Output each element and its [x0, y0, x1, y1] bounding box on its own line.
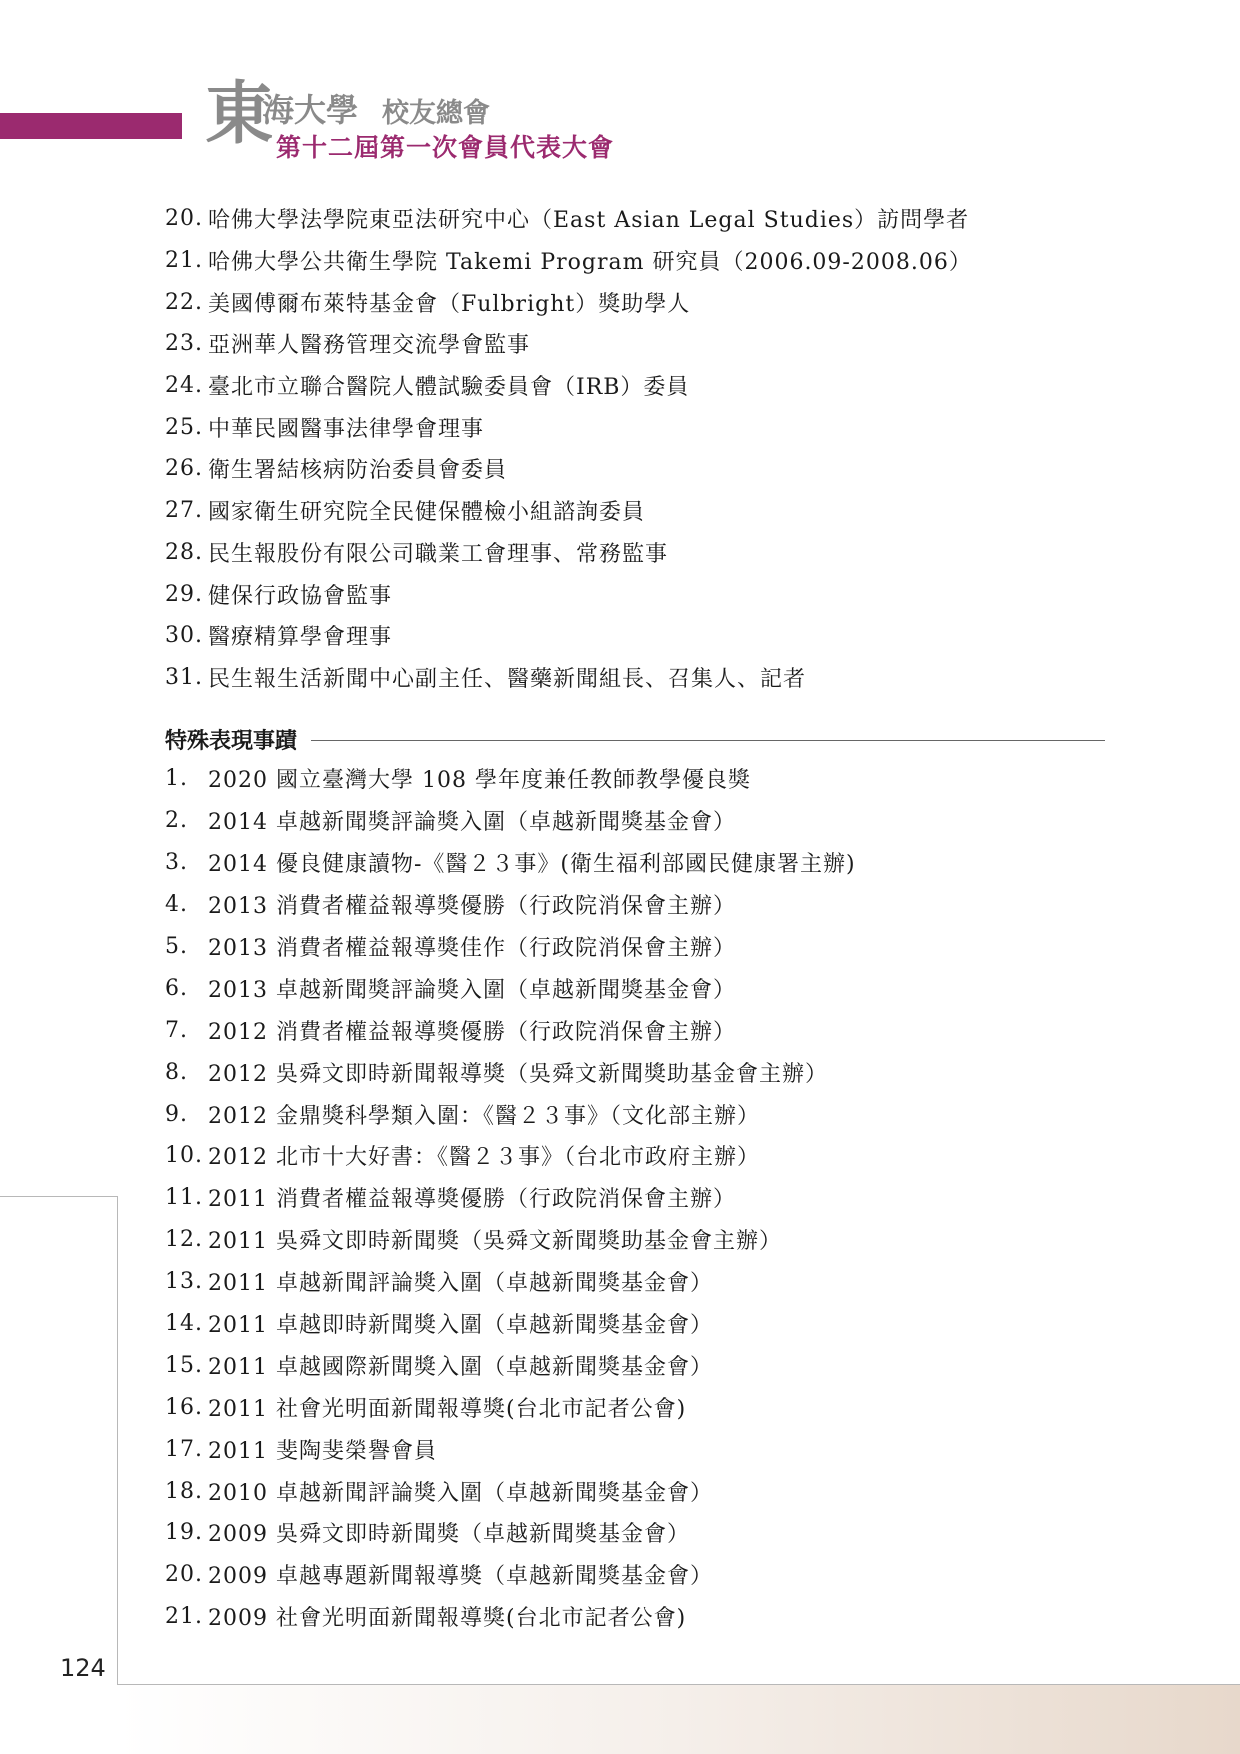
list-item-number: 23.	[165, 331, 203, 357]
list-item	[165, 198, 972, 240]
section-rule	[311, 740, 1105, 741]
list-item-text: 臺北市立聯合醫院人體試驗委員會（IRB）委員	[208, 375, 690, 401]
achievement-list	[165, 758, 856, 1638]
list-item-number: 6.	[165, 975, 188, 1001]
list-item	[165, 884, 856, 926]
list-item-number: 3.	[165, 850, 188, 876]
list-item-number: 21.	[165, 1604, 203, 1630]
list-item	[165, 967, 856, 1009]
list-item-number: 14.	[165, 1311, 203, 1337]
list-item-text: 2011 吳舜文即時新聞獎（吳舜文新聞獎助基金會主辦）	[208, 1229, 782, 1255]
header-subtitle: 第十二屆第一次會員代表大會	[276, 133, 615, 162]
list-item-text: 2013 卓越新聞獎評論獎入圍（卓越新聞獎基金會）	[208, 977, 736, 1003]
list-item-text: 2011 卓越新聞評論獎入圍（卓越新聞獎基金會）	[208, 1271, 713, 1297]
section-title: 特殊表現事蹟	[165, 729, 298, 754]
list-item	[165, 758, 856, 800]
list-item	[165, 657, 972, 699]
list-item	[165, 490, 972, 532]
list-item-number: 10.	[165, 1143, 203, 1169]
list-item-text: 民生報股份有限公司職業工會理事、常務監事	[208, 541, 669, 567]
list-item	[165, 1512, 856, 1554]
list-item-text: 2011 卓越即時新聞獎入圍（卓越新聞獎基金會）	[208, 1313, 713, 1339]
list-item	[165, 1386, 856, 1428]
list-item-text: 2012 北市十大好書：《醫２３事》（台北市政府主辦）	[208, 1145, 760, 1171]
list-item	[165, 1177, 856, 1219]
list-item-number: 2.	[165, 808, 188, 834]
list-item-number: 13.	[165, 1269, 203, 1295]
list-item-text: 衛生署結核病防治委員會委員	[208, 458, 508, 484]
list-item-number: 15.	[165, 1352, 203, 1378]
list-item-text: 2011 斐陶斐榮譽會員	[208, 1438, 437, 1464]
list-item-text: 2011 消費者權益報導獎優勝（行政院消保會主辦）	[208, 1187, 736, 1213]
list-item-number: 25.	[165, 414, 203, 440]
list-item-text: 2011 社會光明面新聞報導獎(台北市記者公會)	[208, 1396, 687, 1422]
list-item-number: 19.	[165, 1520, 203, 1546]
list-item-number: 11.	[165, 1185, 203, 1211]
list-item	[165, 1596, 856, 1638]
list-item-number: 27.	[165, 498, 203, 524]
list-item-text: 2010 卓越新聞評論獎入圍（卓越新聞獎基金會）	[208, 1480, 713, 1506]
list-item-text: 2009 社會光明面新聞報導獎(台北市記者公會)	[208, 1606, 687, 1632]
list-item	[165, 240, 972, 282]
list-item-text: 民生報生活新聞中心副主任、醫藥新聞組長、召集人、記者	[208, 666, 807, 692]
list-item-number: 20.	[165, 206, 203, 232]
list-item	[165, 365, 972, 407]
list-item-number: 22.	[165, 289, 203, 315]
list-item-number: 9.	[165, 1101, 188, 1127]
logo-name: 海大學	[262, 91, 359, 129]
logo-char: 東	[205, 74, 274, 154]
list-item	[165, 448, 972, 490]
list-item-number: 29.	[165, 581, 203, 607]
list-item-text: 醫療精算學會理事	[208, 625, 393, 651]
list-item-text: 2020 國立臺灣大學 108 學年度兼任教師教學優良獎	[208, 768, 751, 794]
list-item-text: 哈佛大學公共衛生學院 Takemi Program 研究員（2006.09-2008.06）	[208, 250, 972, 276]
list-item-text: 2012 消費者權益報導獎優勝（行政院消保會主辦）	[208, 1019, 736, 1045]
list-item-number: 17.	[165, 1436, 203, 1462]
list-item-text: 2009 卓越專題新聞報導獎（卓越新聞獎基金會）	[208, 1564, 713, 1590]
section-heading	[165, 724, 1105, 755]
list-item-number: 1.	[165, 766, 188, 792]
list-item	[165, 532, 972, 574]
list-item-number: 26.	[165, 456, 203, 482]
list-item	[165, 1219, 856, 1261]
list-item-text: 2012 金鼎獎科學類入圍：《醫２３事》（文化部主辦）	[208, 1103, 760, 1129]
list-item-number: 30.	[165, 623, 203, 649]
list-item-number: 8.	[165, 1059, 188, 1085]
list-item-text: 2013 消費者權益報導獎佳作（行政院消保會主辦）	[208, 936, 736, 961]
list-item-text: 美國傅爾布萊特基金會（Fulbright）獎助學人	[208, 291, 691, 317]
list-item-number: 28.	[165, 539, 203, 565]
list-item-text: 國家衛生研究院全民健保體檢小組諮詢委員	[208, 500, 646, 526]
list-item	[165, 1135, 856, 1177]
list-item	[165, 842, 856, 884]
frame-line-top	[0, 1196, 117, 1197]
list-item	[165, 573, 972, 615]
list-item-text: 健保行政協會監事	[208, 583, 393, 609]
list-item-number: 31.	[165, 664, 203, 690]
list-item-text: 2012 吳舜文即時新聞報導獎（吳舜文新聞獎助基金會主辦）	[208, 1061, 828, 1087]
header-accent-bar	[0, 113, 182, 139]
frame-line-vertical	[117, 1196, 118, 1684]
logo-suffix: 校友總會	[382, 98, 490, 129]
list-item-text: 哈佛大學法學院東亞法研究中心（East Asian Legal Studies）訪問學者	[208, 208, 970, 234]
page-number: 124	[60, 1654, 106, 1682]
list-item	[165, 800, 856, 842]
list-item-text: 2014 卓越新聞獎評論獎入圍（卓越新聞獎基金會）	[208, 810, 736, 836]
list-item	[165, 1303, 856, 1345]
list-item-text: 2014 優良健康讀物-《醫２３事》(衛生福利部國民健康署主辦)	[208, 852, 856, 878]
list-item-number: 24.	[165, 373, 203, 399]
list-item-number: 16.	[165, 1394, 203, 1420]
list-item	[165, 615, 972, 657]
list-item-text: 2011 卓越國際新聞獎入圍（卓越新聞獎基金會）	[208, 1354, 713, 1380]
list-item	[165, 406, 972, 448]
list-item	[165, 1051, 856, 1093]
list-item-number: 18.	[165, 1478, 203, 1504]
footer-band	[118, 1685, 1240, 1754]
list-item-number: 12.	[165, 1227, 203, 1253]
list-item-text: 2009 吳舜文即時新聞獎（卓越新聞獎基金會）	[208, 1522, 690, 1548]
list-item	[165, 1554, 856, 1596]
list-item-text: 亞洲華人醫務管理交流學會監事	[208, 333, 531, 359]
list-item	[165, 1093, 856, 1135]
list-item-number: 5.	[165, 934, 188, 959]
list-item	[165, 323, 972, 365]
list-item	[165, 1470, 856, 1512]
list-item-text: 中華民國醫事法律學會理事	[208, 416, 485, 442]
list-item-number: 20.	[165, 1562, 203, 1588]
list-item-number: 4.	[165, 892, 188, 918]
experience-list	[165, 198, 972, 698]
list-item-text: 2013 消費者權益報導獎優勝（行政院消保會主辦）	[208, 894, 736, 920]
list-item	[165, 1344, 856, 1386]
list-item	[165, 926, 856, 968]
list-item	[165, 1009, 856, 1051]
list-item	[165, 1261, 856, 1303]
list-item-number: 21.	[165, 248, 203, 274]
list-item-number: 7.	[165, 1017, 188, 1043]
list-item	[165, 281, 972, 323]
list-item	[165, 1428, 856, 1470]
